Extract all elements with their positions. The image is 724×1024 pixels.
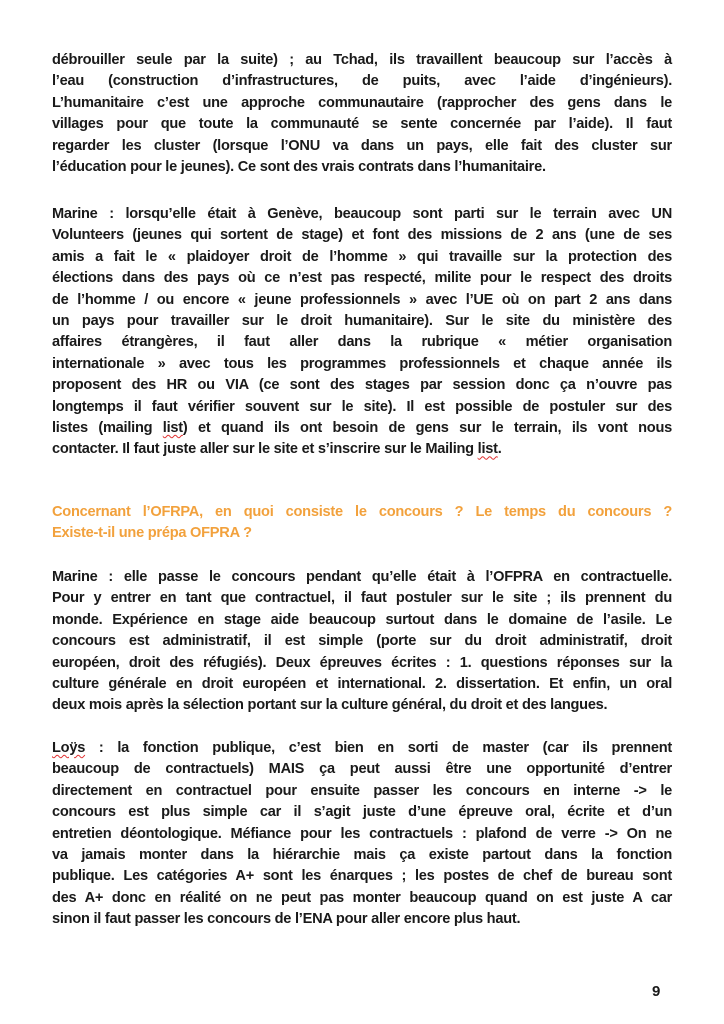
text-line: Marine : lorsqu’elle était à Genève, beaucoup sont parti sur le terrain avec UN <box>52 206 672 222</box>
text-line: l’eau (construction d’infrastructures, de puits, avec l’aide d’ingénieurs). <box>52 73 672 90</box>
text-line: culture générale en droit européen et international. 2. dissertation. Et enfin, un oral <box>52 676 672 693</box>
heading-line: Concernant l’OFRPA, en quoi consiste le concours ? Le temps du concours ? <box>52 504 672 520</box>
text-line: Marine : elle passe le concours pendant qu’elle était à l’OFPRA en contractuelle. <box>52 569 672 585</box>
text-segment: contacter. Il faut juste aller sur le site et s’inscrire sur le Mailing <box>52 441 478 458</box>
text-line: concours est administratif, il est simple (porte sur du droit administratif, droit <box>52 633 672 650</box>
text-line: de l’homme / ou encore « jeune professionnels » avec l’UE où on part 2 ans dans <box>52 291 672 308</box>
text-line: concours est plus simple car il s’agit juste d’une épreuve oral, écrite et d’un <box>52 804 672 821</box>
text-line: sinon il faut passer les concours de l’ENA pour aller encore plus haut. <box>52 911 521 928</box>
spellcheck-flagged-word[interactable]: list <box>477 441 498 458</box>
text-line: débrouiller seule par la suite) ; au Tchad, ils travaillent beaucoup sur l’accès à <box>52 52 672 68</box>
text-line: publique. Les catégories A+ sont les énarques ; les postes de chef de bureau sont <box>52 868 672 885</box>
text-line: élections dans des pays où ce n’est pas respecté, milite pour le respect des droits <box>52 270 672 287</box>
text-segment: ) et quand ils ont besoin de gens sur le terrain, ils vont nous <box>182 420 672 437</box>
heading-line: Existe-t-il une prépa OFPRA ? <box>52 525 252 542</box>
paragraph-humanitarian <box>52 50 672 178</box>
text-segment: listes (mailing <box>52 420 163 437</box>
text-line: L’humanitaire c’est une approche communautaire (rapprocher des gens dans le <box>52 94 672 111</box>
text-line: des A+ donc en réalité on ne peut pas monter beaucoup quand on est juste A car <box>52 889 672 906</box>
text-line: monde. Expérience en stage aide beaucoup surtout dans le domaine de l’asile. Le <box>52 611 672 628</box>
text-line <box>52 738 672 759</box>
question-heading <box>52 502 672 545</box>
text-line <box>52 439 672 460</box>
text-line: l’éducation pour le jeunes). Ce sont des vrais contrats dans l’humanitaire. <box>52 159 546 176</box>
paragraph-marine-geneve <box>52 204 672 461</box>
text-line: Volunteers (jeunes qui sortent de stage) et font des missions de 2 ans (une de ses <box>52 227 672 244</box>
text-line: entretien déontologique. Méfiance pour les contractuels : plafond de verre -> On ne <box>52 825 672 842</box>
text-line: va jamais monter dans la hiérarchie mais ça existe partout dans la fonction <box>52 847 672 864</box>
text-line: affaires étrangères, il faut aller dans la rubrique « métier organisation <box>52 334 672 351</box>
text-line <box>52 418 672 439</box>
text-segment: . <box>497 441 502 458</box>
text-line: deux mois après la sélection portant sur la culture général, du droit et des langues. <box>52 697 608 714</box>
spellcheck-flagged-word[interactable]: list <box>162 420 183 437</box>
page-number: 9 <box>652 983 661 1000</box>
text-segment: : la fonction publique, c’est bien en sorti de master (car ils prennent <box>85 740 672 756</box>
text-line: européen, droit des réfugiés). Deux épreuves écrites : 1. questions réponses sur la <box>52 654 672 671</box>
text-line: longtemps il faut vérifier souvent sur le site). Il est possible de postuler sur des <box>52 398 672 415</box>
text-line: Pour y entrer en tant que contractuel, il faut postuler sur le site ; ils prennent du <box>52 590 672 607</box>
text-line: proposent des HR ou VIA (ce sont des stages par session donc ça n’ouvre pas <box>52 377 672 394</box>
text-line: internationale » avec tous les programmes professionnels et chaque année ils <box>52 355 672 372</box>
text-line: regarder les cluster (lorsque l’ONU va dans un pays, elle fait des cluster sur <box>52 137 672 154</box>
text-line: villages pour que toute la communauté se sente concernée par l’aide). Il faut <box>52 116 672 133</box>
text-line: un pays pour travailler sur le droit humanitaire). Sur le site du ministère des <box>52 313 672 330</box>
text-line: beaucoup de contractuels) MAIS ça peut aussi être une opportunité d’entrer <box>52 761 672 778</box>
paragraph-marine-ofpra <box>52 567 672 717</box>
paragraph-loys <box>52 738 672 931</box>
text-line: directement en contractuel pour ensuite passer les concours en interne -> le <box>52 782 672 799</box>
spellcheck-flagged-word[interactable]: Loÿs <box>52 740 86 756</box>
text-line: amis a fait le « plaidoyer droit de l’homme » qui travaille sur la protection des <box>52 248 672 265</box>
